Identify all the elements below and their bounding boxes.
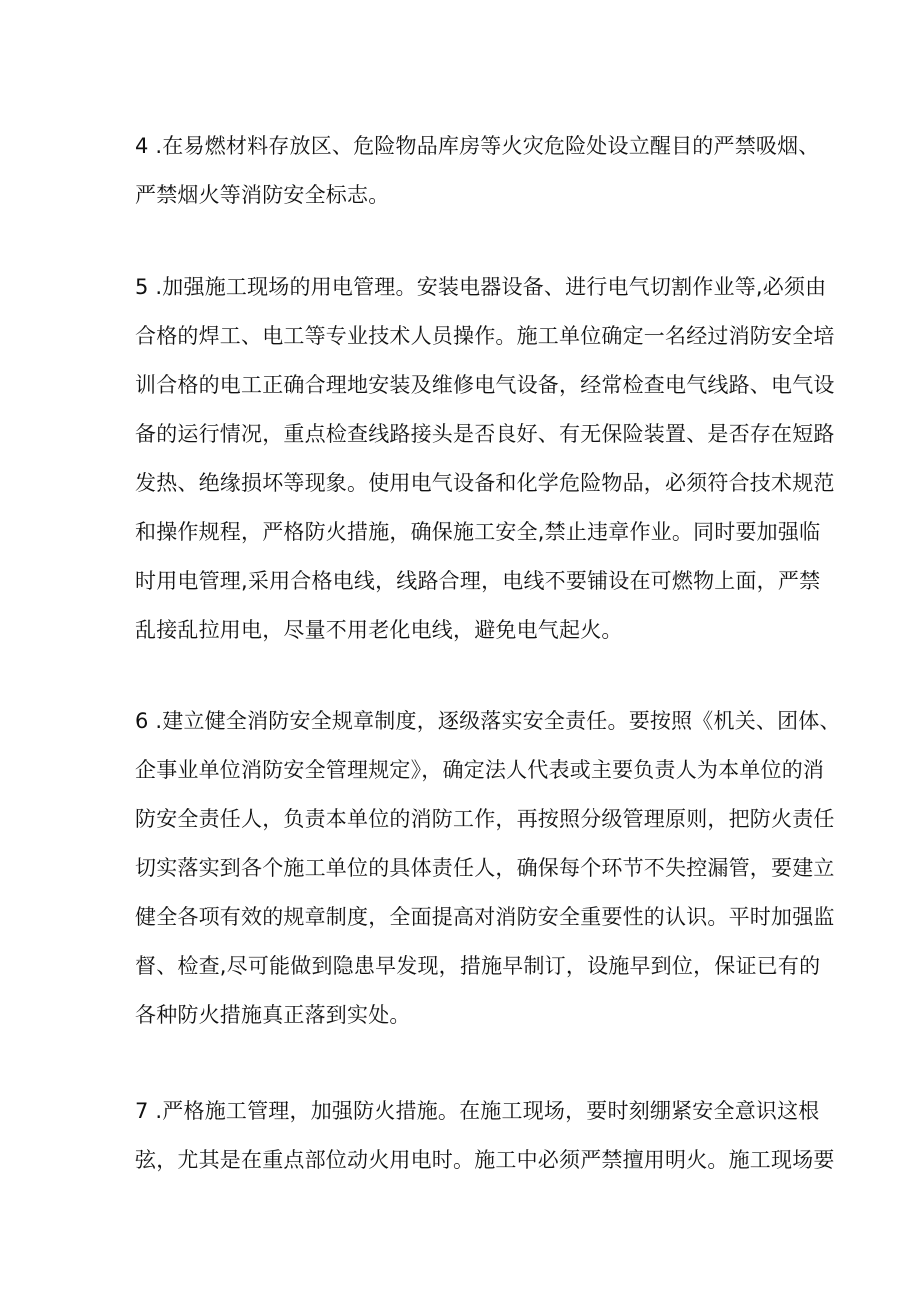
text-line: 企事业单位消防安全管理规定》，确定法人代表或主要负责人为本单位的消 — [135, 758, 825, 782]
text-line: 乱接乱拉用电，尽量不用老化电线，避免电气起火。 — [135, 618, 623, 642]
paragraph-item-5 — [135, 263, 835, 655]
paragraph-item-7 — [135, 1087, 835, 1185]
text-line: 备的运行情况，重点检查线路接头是否良好、有无保险装置、是否存在短路 — [135, 422, 835, 446]
text-line: 时用电管理,采用合格电线，线路合理，电线不要铺设在可燃物上面，严禁 — [135, 569, 821, 593]
text-line: 各种防火措施真正落到实处。 — [135, 1003, 411, 1027]
text-line: 督、检查,尽可能做到隐患早发现，措施早制订，设施早到位，保证已有的 — [135, 954, 821, 978]
text-line: 5 .加强施工现场的用电管理。安装电器设备、进行电气切割作业等,必须由 — [135, 275, 827, 299]
text-line: 防安全责任人，负责本单位的消防工作，再按照分级管理原则，把防火责任 — [135, 807, 835, 831]
text-line: 6 .建立健全消防安全规章制度，逐级落实安全责任。要按照《机关、团体、 — [135, 709, 841, 733]
text-line: 合格的焊工、电工等专业技术人员操作。施工单位确定一名经过消防安全培 — [135, 324, 835, 348]
text-line: 弦，尤其是在重点部位动火用电时。施工中必须严禁擅用明火。施工现场要 — [135, 1148, 835, 1172]
text-line: 训合格的电工正确合理地安装及维修电气设备，经常检查电气线路、电气设 — [135, 373, 835, 397]
paragraph-item-6 — [135, 697, 841, 1040]
text-line: 严禁烟火等消防安全标志。 — [135, 183, 390, 207]
text-line: 发热、绝缘损坏等现象。使用电气设备和化学危险物品，必须符合技术规范 — [135, 471, 835, 495]
text-line: 7 .严格施工管理，加强防火措施。在施工现场，要时刻绷紧安全意识这根 — [135, 1099, 820, 1123]
paragraph-item-4 — [135, 122, 820, 220]
text-line: 4 .在易燃材料存放区、危险物品库房等火灾危险处设立醒目的严禁吸烟、 — [135, 134, 820, 158]
text-line: 健全各项有效的规章制度，全面提高对消防安全重要性的认识。平时加强监 — [135, 905, 835, 929]
text-line: 和操作规程，严格防火措施，确保施工安全,禁止违章作业。同时要加强临 — [135, 520, 821, 544]
text-line: 切实落实到各个施工单位的具体责任人，确保每个环节不失控漏管，要建立 — [135, 856, 835, 880]
